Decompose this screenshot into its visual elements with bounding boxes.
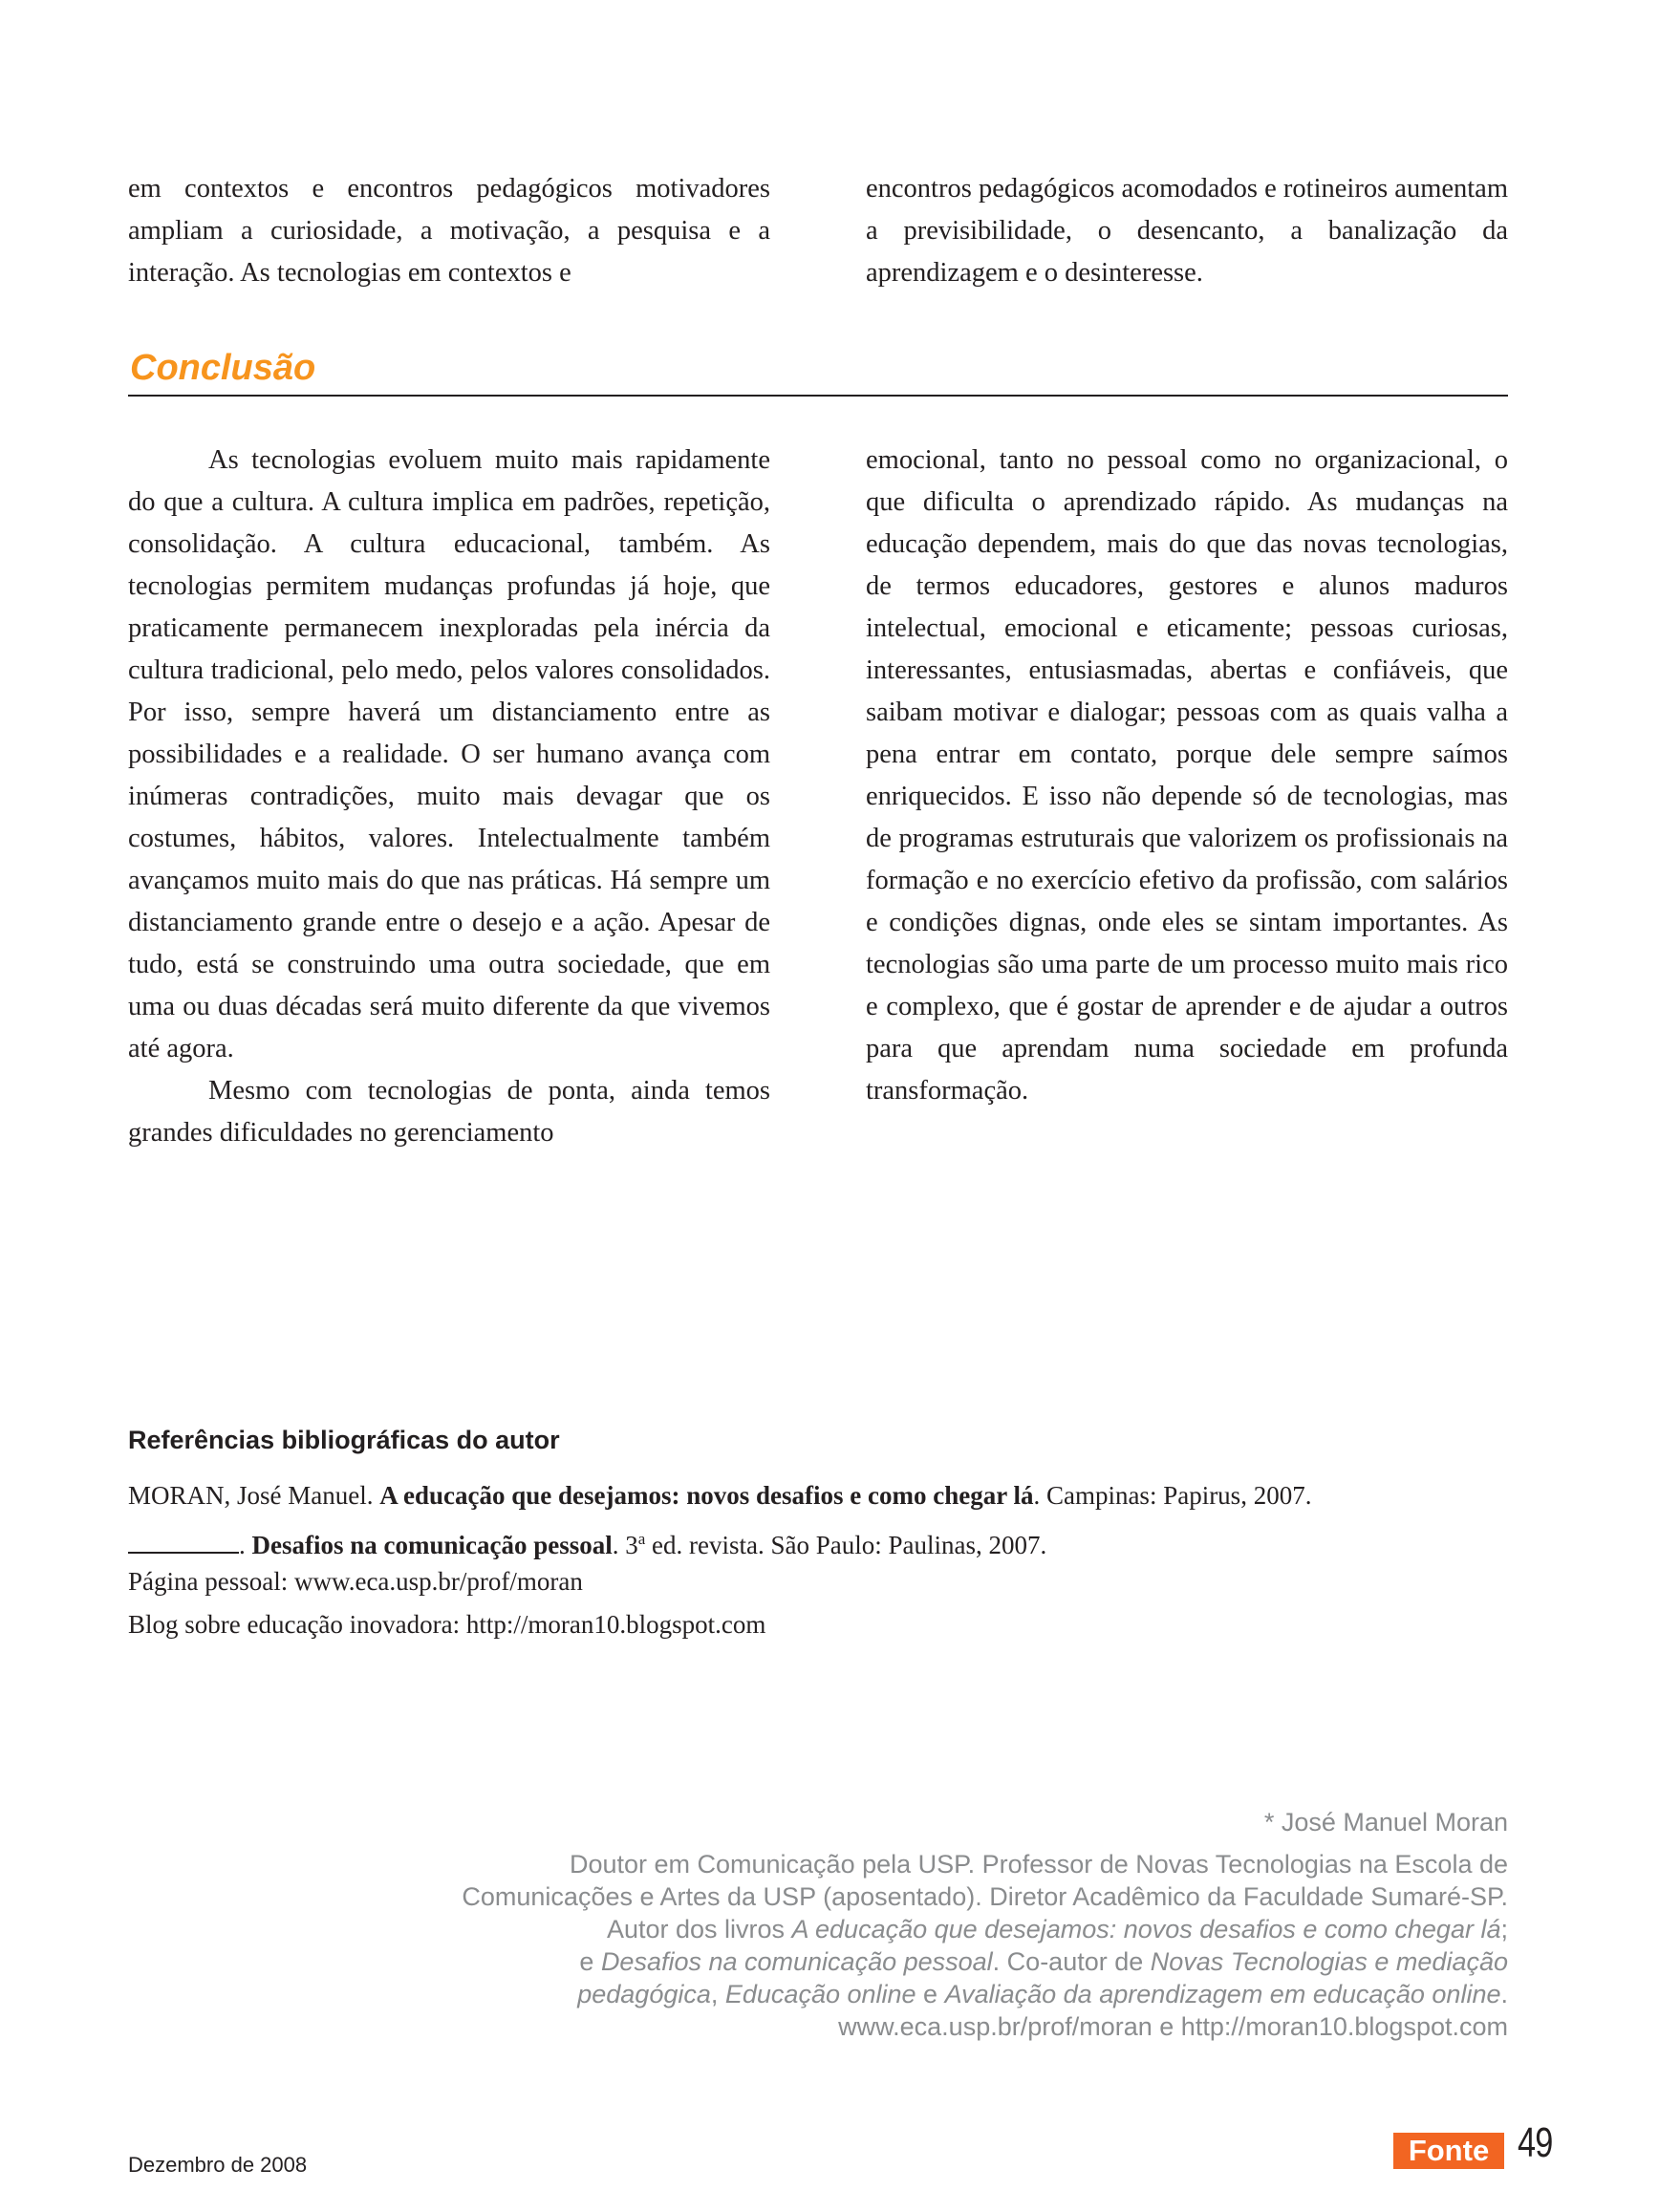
bio-text: ,: [710, 1980, 725, 2008]
reference-title: Desafios na comunicação pessoal: [251, 1531, 613, 1559]
author-name: * José Manuel Moran: [1263, 1808, 1508, 1836]
author-bio-line: [313, 1913, 1508, 1945]
reference-details: ed. revista. São Paulo: Paulinas, 2007.: [645, 1531, 1047, 1559]
bio-text: . Co-autor de: [992, 1947, 1151, 1976]
paragraph: Mesmo com tecnologias de ponta, ainda temos grandes dificuldades no gerenciamento: [128, 1076, 770, 1148]
author-bio-line: Comunicações e Artes da USP (aposentado). Diretor Acadêmico da Faculdade Sumaré-SP.: [462, 1882, 1508, 1911]
paragraph: As tecnologias evoluem muito mais rapidamente do que a cultura. A cultura implica em padrões, repetição, consolidação. A cultura educacional, também. As tecnologias permitem mudanças profundas já hoje, que praticamente permanecem inexploradas pela inércia da cultura tradicional, pelo medo, pelos valores consolidados. Por isso, sempre haverá um distanciamento entre as possibilidades e a realidade. O ser humano avança com inúmeras contradições, muito mais devagar que os costumes, hábitos, valores. Intelectualmente também avançamos muito mais do que nas práticas. Há sempre um distanciamento grande entre o desejo e a ação. Apesar de tudo, está se construindo uma outra sociedade, que em uma ou duas décadas será muito diferente da que vivemos até agora.: [128, 445, 770, 1063]
reference-details: . 3: [612, 1531, 638, 1559]
references-list: [128, 1474, 1508, 1646]
magazine-logo: Fonte: [1393, 2133, 1504, 2169]
paragraph: emocional, tanto no pessoal como no organizacional, o que dificulta o aprendizado rápido. As mudanças na educação dependem, mais do que das novas tecnologias, de termos educadores, gestores e alunos maduros intelectual, emocional e eticamente; pessoas curiosas, interessantes, entusiasmadas, abertas e confiáveis, que saibam motivar e dialogar; pessoas com as quais valha a pena entrar em contato, porque dele sempre saímos enriquecidos. E isso não depende só de tecnologias, mas de programas estruturais que valorizem os profissionais na formação e no exercício efetivo da profissão, com salários e condições dignas, onde eles se sintam importantes. As tecnologias são uma parte de um processo muito mais rico e complexo, que é gostar de aprender e de ajudar a outros para que aprendam numa sociedade em profunda transformação.: [866, 445, 1508, 1106]
author-repeat-rule: [128, 1531, 239, 1554]
top-right-text: encontros pedagógicos acomodados e rotineiros aumentam a previsibilidade, o desencanto, a banalização da aprendizagem e o desinteresse.: [866, 174, 1508, 288]
reference-homepage: Página pessoal: www.eca.usp.br/prof/moran: [128, 1567, 583, 1596]
references-heading: Referências bibliográficas do autor: [128, 1426, 560, 1454]
top-left-column: [128, 168, 770, 294]
book-title: Avaliação da aprendizagem em educação online: [944, 1980, 1501, 2008]
reference-title: A educação que desejamos: novos desafios e como chegar lá: [379, 1481, 1034, 1510]
book-title: Novas Tecnologias e mediação: [1150, 1947, 1508, 1976]
book-title: Educação online: [724, 1980, 916, 2008]
author-bio-line: Doutor em Comunicação pela USP. Professor de Novas Tecnologias na Escola de: [569, 1850, 1508, 1879]
bio-text: Autor dos livros: [606, 1915, 792, 1944]
book-title: pedagógica: [577, 1980, 711, 2008]
reference-superscript: a: [637, 1530, 646, 1548]
book-title: Desafios na comunicação pessoal: [600, 1947, 993, 1976]
bio-text: .: [1500, 1980, 1508, 2008]
page-number: 49: [1518, 2119, 1553, 2166]
author-links: www.eca.usp.br/prof/moran e http://moran10.blogspot.com: [838, 2012, 1508, 2041]
author-bio: [313, 1806, 1508, 2043]
section-title-conclusion: Conclusão: [130, 348, 316, 388]
conclusion-left-text: [128, 440, 770, 1154]
issue-date: Dezembro de 2008: [128, 2153, 308, 2177]
bio-text: ;: [1500, 1915, 1508, 1944]
reference-item: [128, 1474, 1508, 1517]
book-title: A educação que desejamos: novos desafios e como chegar lá: [791, 1915, 1501, 1944]
author-bio-line: [313, 1978, 1508, 2010]
author-bio-line: [313, 1945, 1508, 1978]
reference-blog: Blog sobre educação inovadora: http://moran10.blogspot.com: [128, 1610, 766, 1639]
bio-text: e: [579, 1947, 601, 1976]
reference-separator: .: [239, 1531, 252, 1559]
conclusion-left-column: [128, 440, 770, 1154]
conclusion-right-column: [866, 440, 1508, 1112]
section-divider: [128, 395, 1508, 397]
bio-text: e: [916, 1980, 945, 2008]
top-left-text: em contextos e encontros pedagógicos motivadores ampliam a curiosidade, a motivação, a pesquisa e a interação. As tecnologias em contextos e: [128, 174, 770, 288]
top-right-column: [866, 168, 1508, 294]
reference-author: MORAN, José Manuel.: [128, 1481, 380, 1510]
reference-item: [128, 1517, 1508, 1560]
conclusion-right-text: [866, 440, 1508, 1112]
reference-details: . Campinas: Papirus, 2007.: [1033, 1481, 1312, 1510]
